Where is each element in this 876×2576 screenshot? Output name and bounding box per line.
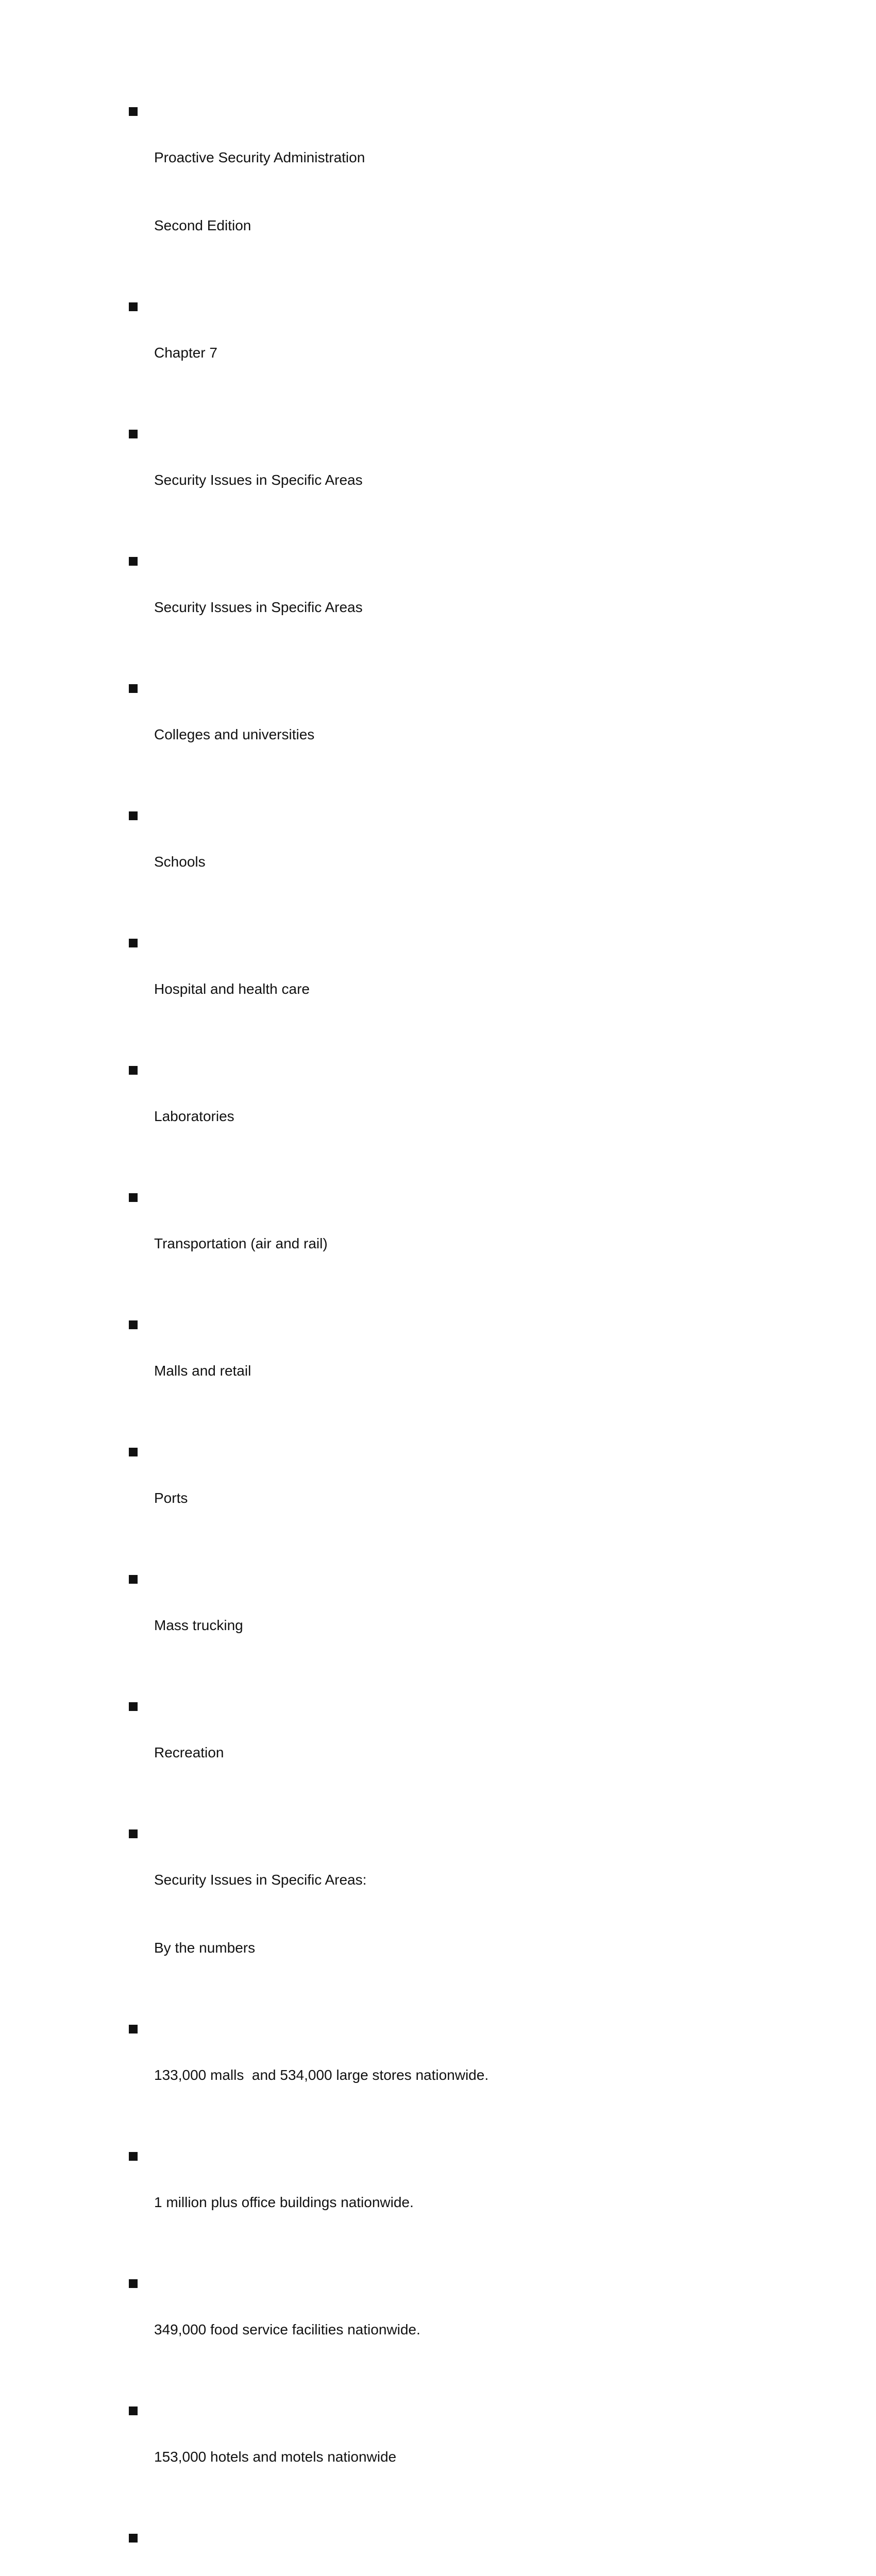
list-item [129,933,799,1046]
list-item-text [154,805,206,919]
list-item-text [154,1187,328,1300]
list-item-text [154,296,217,410]
list-item-text [154,2019,488,2132]
list-item [129,805,799,919]
list-item-line: Recreation [154,1744,224,1760]
list-item [129,1060,799,1173]
list-item [129,1823,799,2005]
bullet-list [129,101,799,2576]
list-item [129,1696,799,1809]
square-bullet-icon [129,430,138,438]
square-bullet-icon [129,302,138,311]
list-item-line: Transportation (air and rail) [154,1235,328,1251]
list-item-text [154,101,365,282]
list-item-line: Colleges and universities [154,726,315,742]
list-item [129,1314,799,1428]
list-item-line: By the numbers [154,1940,256,1956]
list-item-line: Laboratories [154,1108,234,1124]
list-item [129,2528,799,2576]
list-item [129,551,799,664]
square-bullet-icon [129,2534,138,2543]
square-bullet-icon [129,1066,138,1075]
square-bullet-icon [129,684,138,693]
list-item-line: 349,000 food service facilities nationwide. [154,2321,420,2337]
list-item [129,1187,799,1300]
list-item [129,296,799,410]
list-item-line: Security Issues in Specific Areas [154,599,363,615]
list-item [129,2273,799,2386]
list-item [129,423,799,537]
list-item-text [154,1060,234,1173]
list-item-text [154,2400,396,2514]
list-item-text [154,1823,366,2005]
square-bullet-icon [129,1193,138,1202]
list-item-line: Security Issues in Specific Areas [154,472,363,488]
square-bullet-icon [129,811,138,820]
list-item-text [154,1314,251,1428]
list-item-line: Security Issues in Specific Areas: [154,1872,367,1888]
list-item-text [154,551,363,664]
list-item-text [154,1569,243,1682]
list-item-text [154,678,314,791]
list-item-line: 133,000 malls and 534,000 large stores nationwide. [154,2067,489,2083]
list-item-line: Chapter 7 [154,345,217,361]
list-item [129,678,799,791]
list-item-line: Hospital and health care [154,981,310,997]
square-bullet-icon [129,2406,138,2415]
list-item-text [154,2146,414,2259]
square-bullet-icon [129,2025,138,2033]
square-bullet-icon [129,557,138,566]
square-bullet-icon [129,2279,138,2288]
list-item-text [154,1696,224,1809]
square-bullet-icon [129,1702,138,1711]
square-bullet-icon [129,2152,138,2161]
list-item-line: 153,000 hotels and motels nationwide [154,2449,397,2465]
list-item [129,1442,799,1555]
list-item-text [154,933,310,1046]
list-item-text [154,2528,451,2576]
square-bullet-icon [129,107,138,116]
list-item-line: Schools [154,854,206,870]
list-item-text [154,2273,420,2386]
list-item-line: Malls and retail [154,1363,251,1379]
list-item [129,2400,799,2514]
list-item-text [154,423,363,537]
list-item [129,1569,799,1682]
square-bullet-icon [129,1829,138,1838]
list-item-line: Proactive Security Administration [154,149,365,165]
square-bullet-icon [129,1320,138,1329]
list-item [129,101,799,282]
list-item [129,2019,799,2132]
list-item-text [154,1442,188,1555]
square-bullet-icon [129,939,138,947]
list-item-line: Mass trucking [154,1617,243,1633]
list-item [129,2146,799,2259]
list-item-line: Second Edition [154,217,251,233]
list-item-line: 1 million plus office buildings nationwide. [154,2194,414,2210]
square-bullet-icon [129,1448,138,1456]
square-bullet-icon [129,1575,138,1584]
list-item-line: Ports [154,1490,188,1506]
list-item-line [154,2573,451,2576]
